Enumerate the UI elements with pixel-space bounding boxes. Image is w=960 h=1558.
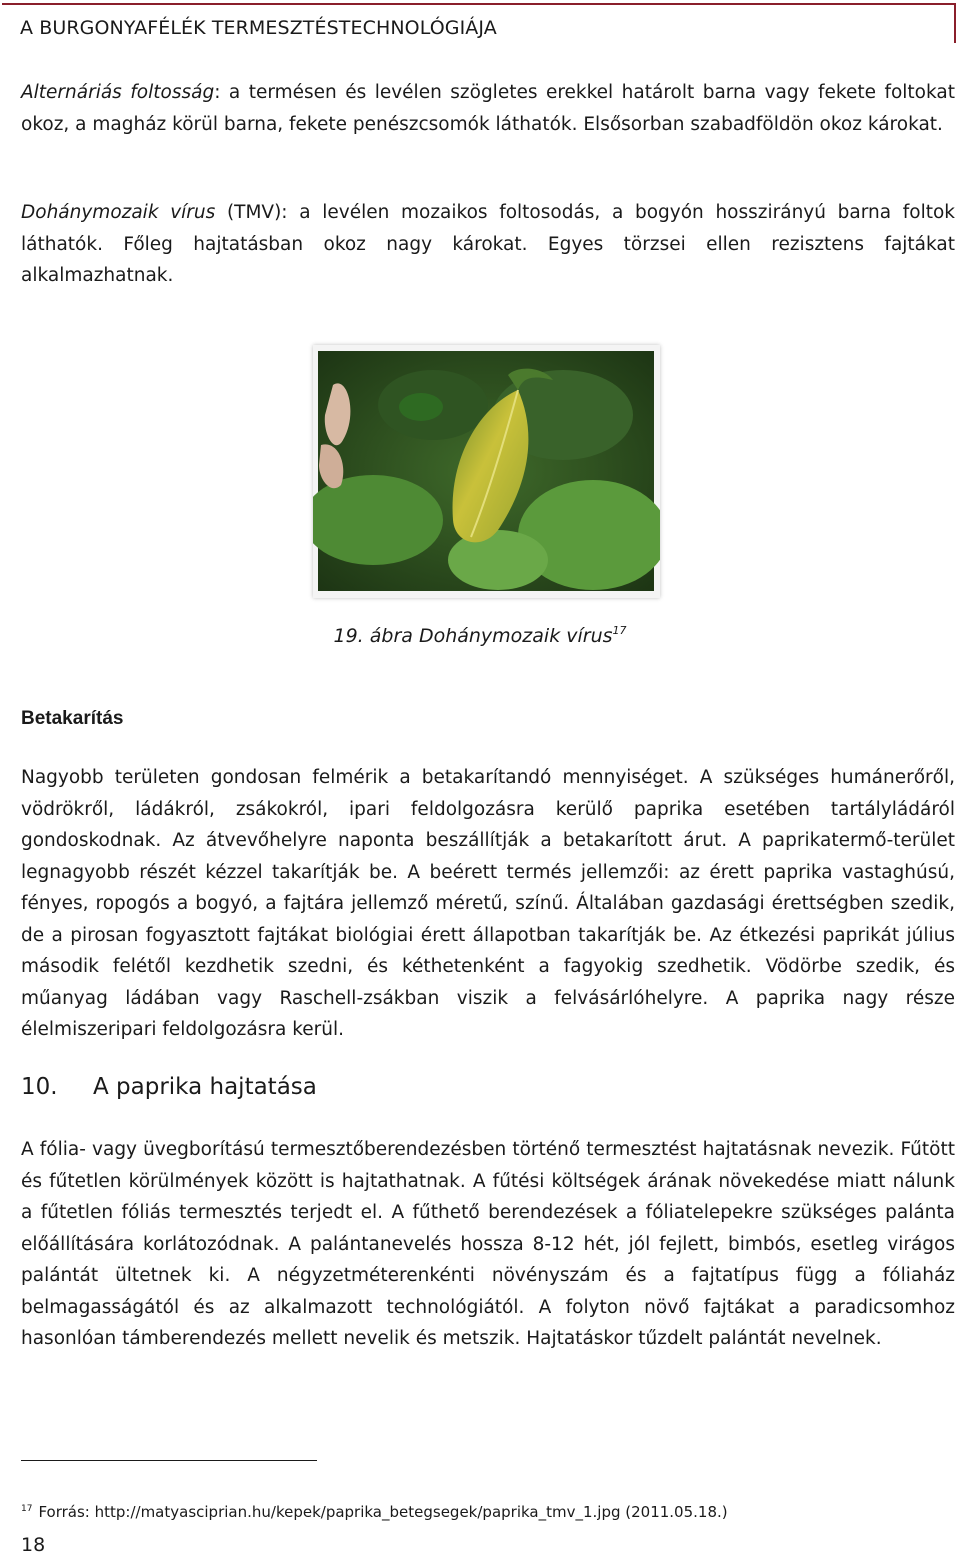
footnote-number: 17 xyxy=(21,1504,33,1514)
term-alternaria: Alternáriás foltosság xyxy=(21,82,215,103)
section-heading-10 xyxy=(21,1074,317,1100)
footnote-17 xyxy=(21,1503,728,1521)
footnote-text[interactable]: Forrás: http://matyasciprian.hu/kepek/paprika_betegsegek/paprika_tmv_1.jpg (2011.05.18.) xyxy=(38,1503,728,1521)
text-alternaria: : a termésen és levélen szögletes erekkel határolt barna vagy fekete foltokat okoz, a magház körül barna, fekete penészcsomók láthatók. Elsősorban szabadföldön okoz károkat. xyxy=(21,82,955,135)
pepper-leaf-photo xyxy=(313,345,660,598)
page-number: 18 xyxy=(21,1534,46,1556)
text-tmv: (TMV): a levélen mozaikos foltosodás, a bogyón hosszirányú barna foltok láthatók. Főleg hajtatásban okoz nagy károkat. Egyes törzsei ellen rezisztens fajtákat alkalmazhatnak. xyxy=(21,202,955,286)
paragraph-betakaritas: Nagyobb területen gondosan felmérik a betakarítandó mennyiséget. A szükséges humánerőről, vödrökről, ládákról, zsákokról, ipari feldolgozásra kerülő paprika esetében tartályládáról gondoskodnak. Az átvevőhelyre naponta beszállítják a betakarított árut. A paprikatermő-terület legnagyobb részét kézzel takarítják be. A beérett termés jellemzői: az érett paprika vastaghúsú, fényes, ropogós a bogyó, a fajtára jellemző méretű, színű. Általában gazdasági érettségben szedik, de a pirosan fogyasztott fajtákat biológiai érett állapotban takarítják be. Az étkezési paprikát július második felétől kezdhetik szedni, és kéthetenként a fagyokig szedhetik. Vödörbe szedik, és műanyag ládában vagy Raschell-zsákban viszik a felvásárlóhelyre. A paprika nagy része élelmiszeripari feldolgozásra kerül. xyxy=(21,767,955,1040)
footnote-separator xyxy=(21,1460,317,1461)
figure-tmv-photo xyxy=(313,345,660,598)
figure-caption-text: 19. ábra Dohánymozaik vírus xyxy=(333,625,613,647)
section-title: A paprika hajtatása xyxy=(93,1074,317,1100)
header-title: A BURGONYAFÉLÉK TERMESZTÉSTECHNOLÓGIÁJA xyxy=(20,17,497,39)
paragraph-tmv xyxy=(21,197,955,292)
figure-footnote-ref[interactable]: 17 xyxy=(612,624,627,637)
running-header xyxy=(2,3,956,43)
section-number: 10. xyxy=(21,1074,58,1100)
term-tmv: Dohánymozaik vírus xyxy=(21,202,216,223)
figure-caption xyxy=(0,624,960,647)
paragraph-alternaria xyxy=(21,77,955,140)
subheading-betakaritas: Betakarítás xyxy=(21,708,124,729)
paragraph-hajtatas: A fólia- vagy üvegborítású termesztőberendezésben történő termesztést hajtatásnak nevezik. Fűtött és fűtetlen körülmények között is hajtathatnak. A fűtési költségek árának növekedése miatt nálunk a fűtetlen fóliás termesztés terjedt el. A fűthető berendezések a fóliatelepekre szükséges palánta előállítására korlátozódnak. A palántanevelés hossza 8-12 hét, jól fejlett, bimbós, esetleg virágos palántát ültetnek ki. A négyzetméterenkénti növényszám és a fajtatípus függ a fóliaház belmagasságától és az alkalmazott technológiától. A folyton növő fajtákat a paradicsomhoz hasonlóan támberendezés mellett nevelik és metszik. Hajtatáskor tűzdelt palántát nevelnek. xyxy=(21,1139,955,1349)
